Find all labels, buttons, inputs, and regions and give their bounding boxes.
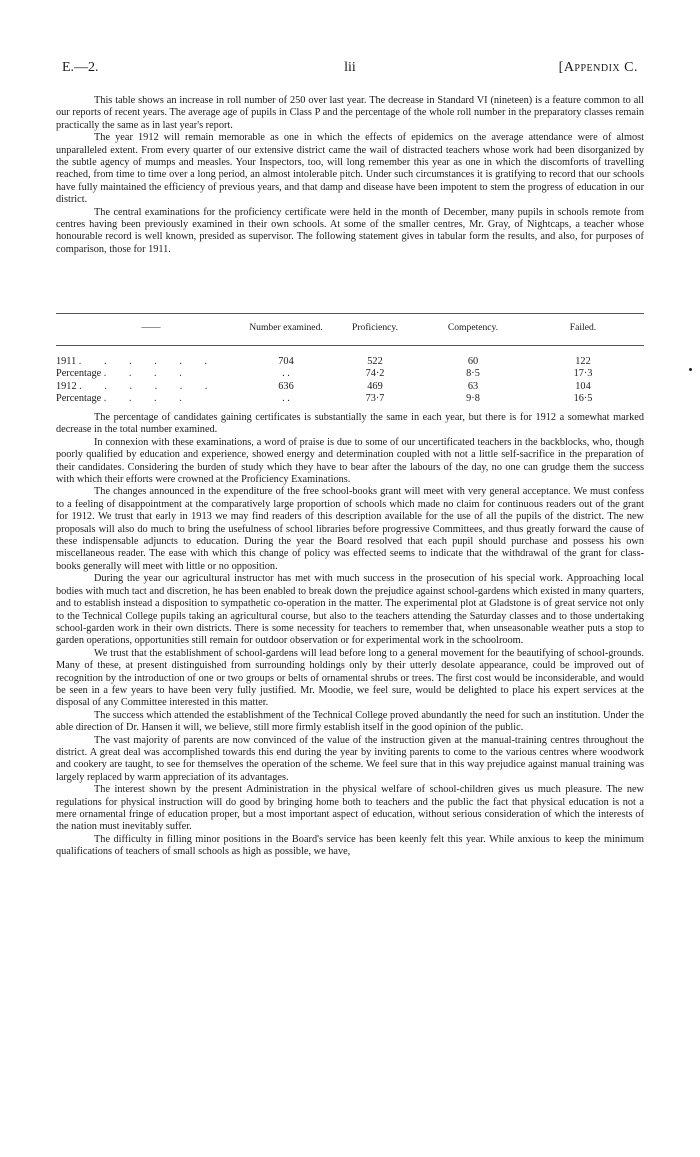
cell-competency: 8·5 [466,368,480,380]
paragraph: The changes announced in the expenditure of the free school-books grant will meet with very general acceptance. We must confess to a feeling of disappointment at the comparatively large proportion of schools which made no claim for continuous readers out of the grant for 1912. We trust that early in 1913 we may find readers of this description available for the use of all the pupils of the district. The new proposals will also do much to bring the usefulness of school libraries before progressive Committees, and thus greatly forward the cause of these indispensable adjuncts to education. During the year the Board resolved that each pupil should purchase and possess his own miscellaneous reader. The ease with which this change of policy was effected seems to indicate that the withdrawal of the grant for class-books generally will meet with little or no opposition. [56,486,644,572]
table-header-row [56,314,644,346]
page-header [62,60,638,80]
table-row [56,368,644,380]
cell-competency: 9·8 [466,393,480,405]
cell-failed: 122 [575,356,591,367]
paragraph: The success which attended the establishment of the Technical College proved abundantly the need for such an institution. Under the able direction of Dr. Hansen it will, we believe, still more firmly establish itself in the good opinion of the public. [56,709,644,734]
body-text-top [56,95,644,256]
column-header-competency: Competency. [424,314,522,346]
paragraph: During the year our agricultural instructor has met with much success in the prosecution of his special work. Approaching local bodies with much tact and discretion, he has been enabled to break down the prejudice against school-gardens which existed in many quarters, and to establish instead a disposition to sympathetic co-operation in the matter. The experimental plot at Gladstone is of great service not only to the Technical College pupils taking an agricultural course, but also to the teachers attending the Saturday classes and to those undertaking school-garden work in their own districts. There is some necessity for teachers to remember that, when unseasonable weather puts a stop to garden operations, opportunities still remain for outdoor observation or for experimental work in the schoolroom. [56,573,644,647]
leader-dots: . . . . . . [78,356,218,367]
cell-examined: 704 [278,356,294,367]
page-number: lii [344,60,356,75]
paragraph: We trust that the establishment of school-gardens will lead before long to a general movement for the beautifying of school-grounds. Many of these, at present distinguished from surrounding holdings only by their utterly desolate appearance, could be improved out of recognition by the introduction of one or two groups or belts of ornamental shrubs or trees. The first cost would be inconsiderable, and would be seen in a few years to have been very fully justified. Mr. Moodie, we feel sure, would be delighted to place his expert services at the disposal of any Committee interested in this matter. [56,647,644,709]
scan-speck [689,368,692,371]
paragraph: The percentage of candidates gaining certificates is substantially the same in each year, but there is for 1912 a somewhat marked decrease in the total number examined. [56,412,644,436]
paragraph: The vast majority of parents are now convinced of the value of the instruction given at the manual-training centres throughout the district. A great deal was accomplished towards this end during the year by inviting parents to come to the various centres where woodwork and cookery are taught, to see for themselves the operation of the scheme. We feel sure that in this way prejudice against manual training was largely replaced by warm appreciation of its advantages. [56,734,644,783]
paragraph: The interest shown by the present Administration in the physical welfare of school-children gives us much pleasure. The new regulations for physical instruction will do good by bringing home both to teachers and the public the fact that physical education is not a mere ornamental fringe of education proper, but a most important aspect of education, without serious consideration of which the interests of the nation must inevitably suffer. [56,784,644,833]
examination-results-table [56,313,644,406]
paragraph: The difficulty in filling minor positions in the Board's service has been keenly felt this year. While anxious to keep the minimum qualifications of teachers of small schools as high as possible, we have, [56,833,644,858]
leader-dots: . . . . . . [79,380,218,392]
appendix-label: [Appendix C. [558,60,638,75]
table-row [56,393,644,405]
cell-examined: 636 [278,380,294,392]
cell-competency: 63 [467,380,479,392]
paragraph: This table shows an increase in roll number of 250 over last year. The decrease in Standard VI (nineteen) is a feature common to all our reports of recent years. The average age of pupils in Class P and the percentage of the whole roll number in the preparatory classes remain practically the same as in last year's report. [56,95,644,131]
leader-dots: . . . . [103,393,192,405]
column-header-failed: Failed. [522,314,644,346]
row-label: Percentage [56,393,102,405]
cell-proficiency: 469 [367,380,383,392]
row-label: Percentage [56,368,102,380]
cell-examined: . . [282,368,290,380]
paragraph: The year 1912 will remain memorable as one in which the effects of epidemics on the average attendance were of almost unparalleled extent. From every quarter of our extensive district came the wail of distracted teachers whose work had been disorganized by the subtle agency of mumps and measles. Your Inspectors, too, will long remember this year as one in which the discomforts of travelling reached, from time to time over a long period, an almost intolerable pitch. Under such circumstances it is gratifying to record that our schools have fully maintained the efficiency of previous years, and that damp and disease have been impotent to stem the progress of education in our district. [56,132,644,206]
column-header-examined: Number examined. [246,314,326,346]
paragraph: The central examinations for the proficiency certificate were held in the month of December, many pupils in schools remote from centres having been previously examined in their own schools. At some of the smaller centres, Mr. Gray, of Nightcaps, a teacher whose honourable record is well known, presided as supervisor. The following statement gives in tabular form the results, and also, for purposes of comparison, those for 1911. [56,206,644,255]
table-row [56,381,644,393]
cell-examined: . . [282,393,290,405]
cell-failed: 16·5 [573,393,593,405]
cell-proficiency: 522 [367,356,383,367]
cell-competency: 60 [467,356,479,367]
paragraph: In connexion with these examinations, a word of praise is due to some of our uncertificated teachers in the backblocks, who, though poorly qualified by education and experience, showed energy and determination coupled with not a little self-sacrifice in the preparation of their candidates. Considering the burden of study which they have to bear after the labours of the day, no one can grudge them the success with which their efforts were crowned at the Proficiency Examinations. [56,436,644,486]
column-header-proficiency: Proficiency. [326,314,424,346]
cell-proficiency: 73·7 [365,393,385,405]
table-row [56,346,644,369]
row-label: 1911 [56,356,77,367]
cell-failed: 17·3 [573,368,593,380]
cell-failed: 104 [575,380,591,392]
row-label: 1912 [56,380,77,392]
leader-dots: . . . . [103,368,192,380]
report-code: E.—2. [62,60,99,75]
body-text-bottom [56,412,644,859]
column-header-blank: —— [56,314,246,346]
cell-proficiency: 74·2 [365,368,385,380]
